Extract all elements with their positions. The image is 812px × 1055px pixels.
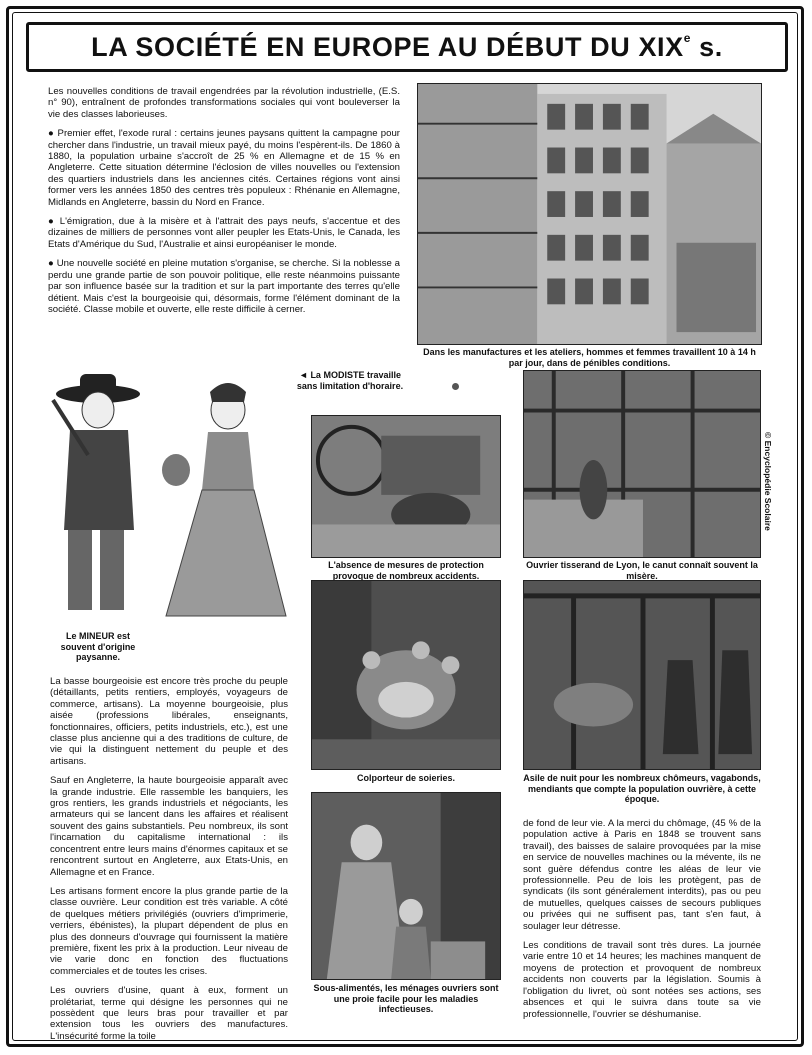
left-col-p4: Les ouvriers d'usine, quant à eux, forment un prolétariat, terme qui désigne les personnes qui ne possèdent que leurs bras pour travailler et par extension tous les ouvriers des manufactures. L'insécurité forme la toile [50, 985, 288, 1042]
asile-illustration [523, 580, 761, 770]
canut-caption: Ouvrier tisserand de Lyon, le canut connaît souvent la misère. [526, 560, 758, 581]
colporteur-caption: Colporteur de soieries. [356, 773, 456, 783]
left-column-text [50, 676, 288, 1050]
right-col-p1: de fond de leur vie. A la merci du chômage, (45 % de la population active à Paris en 1848 se trouvent sans travail), des baisses de salaire provoquées par la mise en service de nouvelles machines ou la mévente, ils ne sont guère défendus contre les aléas de leur vie professionnelle. Peu de lois les protègent, pas de syndicats (ils sont généralement interdits), pas ou peu de mutuelles, quelques caisses de secours publiques ou privées qui ne suffisent pas, tant s'en faut, à soulager leur détresse. [523, 818, 761, 932]
left-col-p1: La basse bourgeoisie est encore très proche du peuple (détaillants, petits rentiers, employés, voyageurs de commerce, artisans). La moyenne bourgeoisie, plus aisée (professions libérales, enseignants, fonctionnaires, officiers, petits industriels, etc.), est une classe plus ancienne qui a des traditions de culture, de vie qui la distinguent nettement du peuple et des artisans. [50, 676, 288, 767]
intro-p2: ● Premier effet, l'exode rural : certains jeunes paysans quittent la campagne pour chercher dans l'industrie, un travail mieux payé, du moins l'espèrent-ils. De 1860 à 1880, la population urbaine s'accroît de 25 % en Allemagne et de 15 % en Angleterre. Cette situation détermine l'éclosion de villes nouvelles ou l'extension des quartiers industriels dans les anciennes cités. Certaines régions vont ainsi former vers les années 1850 des centres très populeux : Rhénanie en Allemagne, Midlands en Angleterre, bassin du Nord en France. [48, 128, 400, 208]
accidents-caption: L'absence de mesures de protection provoque de nombreux accidents. [328, 560, 484, 581]
copyright-note: © Encyclopédie Scolaire [763, 432, 773, 531]
right-column-text [523, 818, 761, 1028]
decorative-dot [452, 383, 459, 390]
canut-illustration [523, 370, 761, 558]
intro-p1: Les nouvelles conditions de travail engendrées par la révolution industrielle, (E.S. n° 90), entraînent de profondes transformations sociales qui vont bouleverser la vie des classes laborieuses. [48, 86, 400, 120]
intro-p4: ● Une nouvelle société en pleine mutation s'organise, se cherche. Si la noblesse a perdu une grande partie de son pouvoir politique, elle reste néanmoins puissante par son influence basée sur la tradition et sur la part importante des terres qu'elle détient. Mais c'est la bourgeoisie qui, désormais, forme l'élément dominant de la société. Classe mobile et ouverte, elle reste difficile à cerner. [48, 258, 400, 315]
accidents-illustration [311, 415, 501, 558]
page-title: LA SOCIÉTÉ EN EUROPE AU DÉBUT DU XIXe s. [91, 31, 723, 62]
miner-modiste-illustration [48, 370, 288, 628]
title-box [26, 22, 788, 72]
modiste-caption: ◄ La MODISTE travaille sans limitation d'horaire. [296, 370, 404, 391]
left-col-p3: Les artisans forment encore la plus grande partie de la classe ouvrière. Leur condition est très variable. A côté de quelques métiers privilégiés (ouvriers d'imprimerie, verriers, ébénistes), la plupart dépendent de plus en plus des donneurs d'ouvrage qui fournissent la matière première, fixent les prix à la production. Leur niveau de vie varie donc en fonction des fluctuations commerciales et de toutes les crises. [50, 885, 288, 977]
sous-alimentes-illustration [311, 792, 501, 980]
right-col-p2: Les conditions de travail sont très dures. La journée varie entre 10 et 14 heures; les machines manquent de moyens de protection et provoquent de nombreux accidents non couverts par la législation. Soumis à l'obligation du livret, où sont notées ses actions, ses absences et qui le suivra dans toute sa vie professionnelle, l'ouvrier se déshumanise. [523, 940, 761, 1020]
mineur-caption: Le MINEUR est souvent d'origine paysanne. [60, 631, 136, 662]
colporteur-illustration [311, 580, 501, 770]
intro-text [48, 86, 400, 323]
manufacture-illustration [417, 83, 762, 345]
manufacture-caption: Dans les manufactures et les ateliers, hommes et femmes travaillent 10 à 14 h par jour, dans de pénibles conditions. [423, 347, 756, 368]
sous-alimentes-caption: Sous-alimentés, les ménages ouvriers sont une proie facile pour les maladies infectieuses. [313, 983, 499, 1014]
left-col-p2: Sauf en Angleterre, la haute bourgeoisie apparaît avec la grande industrie. Elle rassemble les banquiers, les gros rentiers, les grands industriels et négociants, les armateurs qui se lancent dans les affaires et réalisent souvent des gains substantiels. Peu nombreux, ils sont l'incarnation du capitalisme international : ils concentrent entre leurs mains d'énormes capitaux et se rencontrent surtout en Angleterre, aux Etats-Unis, en Allemagne et en France. [50, 775, 288, 878]
intro-p3: ● L'émigration, due à la misère et à l'attrait des pays neufs, s'accentue et des dizaines de milliers de personnes vont aller peupler les Etats-Unis, le Canada, les Etats d'Amérique du Sud, l'Australie et ainsi européaniser le monde. [48, 216, 400, 250]
asile-caption: Asile de nuit pour les nombreux chômeurs, vagabonds, mendiants que compte la population ouvrière, à cette époque. [523, 773, 761, 804]
